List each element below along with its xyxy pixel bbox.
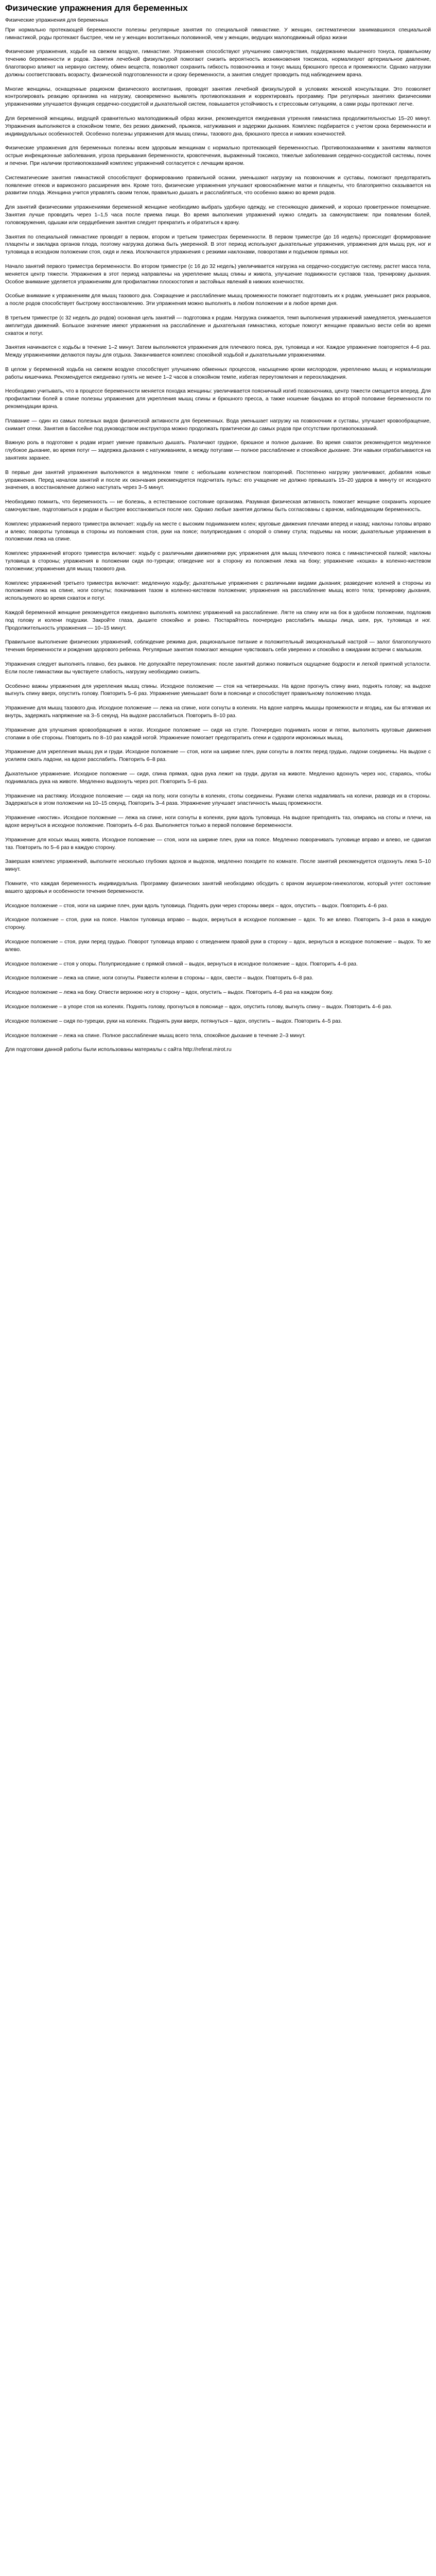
paragraph: Завершая комплекс упражнений, выполните несколько глубоких вдохов и выдохов, медленно походите по комнате. После занятий рекомендуется отдохнуть лежа 5–10 минут. (5, 859, 431, 873)
paragraph: Необходимо помнить, что беременность — не болезнь, а естественное состояние организма. Разумная физическая активность помогает женщине сохранить хорошее самочувствие, подготовиться к родам и быстрее восстановиться после них. Однако любые занятия должны быть согласованы с врачом, наблюдающим беременность. (5, 499, 431, 513)
paragraph: В первые дни занятий упражнения выполняются в медленном темпе с небольшим количеством повторений. Постепенно нагрузку увеличивают, добавляя новые упражнения. Перед началом занятий и после их окончания рекомендуется подсчитать пульс: его учащение не должно превышать 15–20 ударов в минуту от исходного значения, а восстановление должно наступать через 3–5 минут. (5, 469, 431, 491)
paragraph: Особые внимание к упражнениям для мышц тазового дна. Сокращение и расслабление мышц промежности помогает подготовить их к родам, уменьшает риск разрывов, а после родов способствует быстрому восстановлению. Эти упражнения можно выполнять в любом положении и в любое время дня. (5, 293, 431, 307)
paragraph: Исходное положение – стоя у опоры. Полуприседание с прямой спиной – выдох, вернуться в исходное положение – вдох. Повторить 4–6 раз. (5, 961, 358, 967)
paragraph: Исходное положение – в упоре стоя на коленях. Поднять голову, прогнуться в пояснице – вдох, опустить голову, выгнуть спину – выдох. Повторить 4–6 раз. (5, 1004, 392, 1010)
paragraph: Упражнение для мышц тазового дна. Исходное положение — лежа на спине, ноги согнуты в коленях. На вдохе напрячь мышцы промежности и ягодиц, как бы втягивая их внутрь, задержать напряжение на 3–5 секунд. На выдохе расслабиться. Повторить 8–10 раз. (5, 705, 431, 719)
paragraph: Для занятий физическими упражнениями беременной женщине необходимо выбрать удобную одежду, не стесняющую движений, и хорошо проветренное помещение. Занятия лучше проводить через 1–1,5 часа после приема пищи. Во время выполнения упражнений нужно следить за самочувствием: при появлении болей, головокружения, одышки или сердцебиения занятия следует прекратить и обратиться к врачу. (5, 205, 431, 226)
document-body (5, 17, 431, 1054)
paragraph: Комплекс упражнений третьего триместра включает: медленную ходьбу; дыхательные упражнения с различными видами дыхания; разведение коленей в стороны из положения лежа на спине, ноги согнуты; покачивания тазом в коленно-кистевом положении; упражнения на расслабление мышц всего тела; тренировку дыхания, используемого во время схваток и потуг. (5, 580, 431, 602)
paragraph: В третьем триместре (с 32 недель до родов) основная цель занятий — подготовка к родам. Нагрузка снижается, темп выполнения упражнений замедляется, уменьшается амплитуда движений. Большое значение имеют упражнения на расслабление и дыхательная гимнастика, которые помогут женщине правильно вести себя во время схваток и потуг. (5, 315, 431, 336)
paragraph: Для беременной женщины, ведущей сравнительно малоподвижный образ жизни, рекомендуется ежедневная утренняя гимнастика продолжительностью 15–20 минут. Упражнения выполняются в спокойном темпе, без резких движений, прыжков, натуживания и задержки дыхания. Комплекс подбирается с учетом срока беременности и индивидуальных особенностей. Особенно полезны упражнения для мышц спины, тазового дна, брюшного пресса и нижних конечностей. (5, 115, 431, 137)
paragraph: Физические упражнения для беременных полезны всем здоровым женщинам с нормально протекающей беременностью. Противопоказаниями к занятиям являются острые инфекционные заболевания, угроза прерывания беременности, кровотечения, выраженный токсикоз, тяжелые заболевания сердечно-сосудистой системы, почек и печени. При наличии противопоказаний комплекс упражнений согласуется с лечащим врачом. (5, 145, 431, 166)
paragraph: В целом у беременной ходьба на свежем воздухе способствует улучшению обменных процессов, насыщению крови кислородом, укреплению мышц и нормализации работы кишечника. Рекомендуется ежедневно гулять не менее 1–2 часов в спокойном темпе, избегая переутомления и переохлаждения. (5, 366, 431, 380)
paragraph: Комплекс упражнений первого триместра включает: ходьбу на месте с высоким подниманием колен; круговые движения плечами вперед и назад; наклоны головы вправо и влево; повороты туловища в стороны из положения стоя, руки на поясе; полуприседания с опорой о спинку стула; подъемы на носки; дыхательные упражнения в положении лежа на спине. (5, 521, 431, 543)
paragraph: Для подготовки данной работы были использованы материалы с сайта http://referat.mirot.ru (5, 1047, 232, 1053)
page-title: Физические упражнения для беременных (5, 3, 188, 13)
paragraph: Упражнение для улучшения кровообращения в ногах. Исходное положение — сидя на стуле. Поочередно поднимать носки и пятки, выполнять круговые движения стопами в обе стороны. Повторить по 8–10 раз каждой ногой. Упражнение помогает предотвратить отеки и судороги икроножных мышц. (5, 727, 431, 741)
paragraph: Физические упражнения для беременных (5, 18, 109, 23)
paragraph: Упражнение для косых мышц живота. Исходное положение — стоя, ноги на ширине плеч, руки на поясе. Медленно поворачивать туловище вправо и влево, не сдвигая таз. Повторить по 5–6 раз в каждую сторону. (5, 837, 431, 851)
paragraph: Исходное положение – стоя, руки перед грудью. Поворот туловища вправо с отведением правой руки в сторону – вдох, вернуться в исходное положение – выдох. То же влево. (5, 939, 431, 953)
paragraph: Физические упражнения, ходьбе на свежем воздухе, гимнастике. Упражнения способствуют улучшению самочувствия, поддержанию мышечного тонуса, правильному течению беременности и родов. Занятия лечебной физкультурой помогают снизить вероятность возникновения токсикоза, нормализуют артериальное давление, благотворно влияют на нервную систему, обмен веществ, позволяют сохранить гибкость позвоночника и тонус мышц брюшного пресса и промежности. Однако нагрузки должны соответствовать возрасту, физической подготовленности и сроку беременности, а занятия следует проводить под наблюдением врача. (5, 49, 431, 78)
paragraph: Особенно важны упражнения для укрепления мышц спины. Исходное положение — стоя на четвереньках. На вдохе прогнуть спину вниз, поднять голову; на выдохе выгнуть спину вверх, опустить голову. Повторить 5–6 раз. Упражнение уменьшает боли в пояснице и способствует правильному положению плода. (5, 683, 431, 697)
paragraph: Каждой беременной женщине рекомендуется ежедневно выполнять комплекс упражнений на расслабление. Лягте на спину или на бок в удобном положении, подложив под голову и колени подушки. Закройте глаза, дышите спокойно и ровно. Постарайтесь поочередно расслабить мышцы лица, шеи, рук, туловища и ног. Продолжительность упражнения — 10–15 минут. (5, 610, 431, 631)
paragraph: Занятия по специальной гимнастике проводят в первом, втором и третьем триместрах беременности. В первом триместре (до 16 недель) происходит формирование плаценты и закладка органов плода, поэтому нагрузка должна быть умеренной. В этот период используют дыхательные упражнения, упражнения для мышц рук, ног и туловища в исходном положении стоя, сидя и лежа. Исключаются упражнения с резкими наклонами, поворотами и подъемом прямых ног. (5, 234, 431, 256)
paragraph: Исходное положение – лежа на боку. Отвести верхнюю ногу в сторону – вдох, опустить – выдох. Повторить 4–6 раз на каждом боку. (5, 990, 334, 996)
paragraph: Исходное положение – сидя по-турецки, руки на коленях. Поднять руки вверх, потянуться – вдох, опустить – выдох. Повторить 4–5 раз. (5, 1018, 342, 1024)
paragraph: Исходное положение – стоя, руки на поясе. Наклон туловища вправо – выдох, вернуться в исходное положение – вдох. То же влево. Повторить 3–4 раза в каждую сторону. (5, 917, 431, 931)
paragraph: Упражнение на растяжку. Исходное положение — сидя на полу, ноги согнуты в коленях, стопы соединены. Руками слегка надавливать на колени, разводя их в стороны. Задержаться в этом положении на 10–15 секунд. Повторить 3–4 раза. Упражнение улучшает эластичность мышц промежности. (5, 793, 431, 807)
paragraph: Необходимо учитывать, что в процессе беременности меняется походка женщины: увеличивается поясничный изгиб позвоночника, центр тяжести смещается вперед. Для профилактики болей в спине полезны упражнения для укрепления мышц спины и брюшного пресса, а также ношение бандажа во второй половине беременности по рекомендации врача. (5, 388, 431, 410)
paragraph: Начало занятий первого триместра беременности. Во втором триместре (с 16 до 32 недель) увеличивается нагрузка на сердечно-сосудистую систему, растет масса тела, меняется центр тяжести. Упражнения в этот период направлены на укрепление мышц спины и живота, улучшение подвижности суставов таза, тренировку дыхания. Особое внимание уделяется упражнениям для профилактики плоскостопия и застойных явлений в нижних конечностях. (5, 263, 431, 285)
paragraph: Исходное положение – лежа на спине, ноги согнуты. Развести колени в стороны – вдох, свести – выдох. Повторить 6–8 раз. (5, 975, 313, 981)
paragraph: Плавание — один из самых полезных видов физической активности для беременных. Вода уменьшает нагрузку на позвоночник и суставы, улучшает кровообращение, снимает отеки. Занятия в бассейне под руководством инструктора можно продолжать практически до самых родов при отсутствии противопоказаний. (5, 418, 431, 432)
paragraph: Многие женщины, оснащенные рационом физического воспитания, проводят занятия лечебной физкультурой в условиях женской консультации. Это позволяет контролировать реакцию организма на нагрузку, своевременно выявлять противопоказания и корректировать программу. При регулярных занятиях физическими упражнениями улучшается функция сердечно-сосудистой и дыхательной систем, повышается устойчивость к стрессовым ситуациям, а сами роды протекают легче. (5, 86, 431, 108)
paragraph: Занятия начинаются с ходьбы в течение 1–2 минут. Затем выполняются упражнения для плечевого пояса, рук, туловища и ног. Каждое упражнение повторяется 4–6 раз. Между упражнениями делаются паузы для отдыха. Заканчивается комплекс спокойной ходьбой и дыхательными упражнениями. (5, 345, 431, 359)
paragraph: Исходное положение – стоя, ноги на ширине плеч, руки вдоль туловища. Поднять руки через стороны вверх – вдох, опустить – выдох. Повторить 4–6 раз. (5, 903, 388, 909)
paragraph: Упражнения следует выполнять плавно, без рывков. Не допускайте переутомления: после занятий должно появиться ощущение бодрости и легкой приятной усталости. Если после гимнастики вы чувствуете слабость, нагрузку необходимо снизить. (5, 662, 431, 675)
paragraph: Важную роль в подготовке к родам играет умение правильно дышать. Различают грудное, брюшное и полное дыхание. Во время схваток рекомендуется медленное глубокое дыхание, во время потуг — задержка дыхания с натуживанием, а между потугами — полное расслабление и спокойное дыхание. Эти навыки отрабатываются на занятиях заранее. (5, 440, 431, 462)
paragraph: Систематические занятия гимнастикой способствуют формированию правильной осанки, уменьшают нагрузку на позвоночник и суставы, помогают предотвратить появление отеков и варикозного расширения вен. Кроме того, физические упражнения улучшают кровоснабжение матки и плаценты, что благоприятно сказывается на развитии плода. Женщина учится управлять своим телом, правильно дышать и расслабляться, что особенно важно во время родов. (5, 175, 431, 196)
paragraph: Упражнение «мостик». Исходное положение — лежа на спине, ноги согнуты в коленях, руки вдоль туловища. На выдохе приподнять таз, опираясь на стопы и плечи, на вдохе вернуться в исходное положение. Повторить 4–6 раз. Выполняется только в первой половине беременности. (5, 815, 431, 828)
paragraph: Правильное выполнение физических упражнений, соблюдение режима дня, рациональное питание и положительный эмоциональный настрой — залог благополучного течения беременности и рождения здорового ребенка. Регулярные занятия помогают женщине чувствовать себя уверенно и спокойно в ожидании встречи с малышом. (5, 639, 431, 653)
document-page (0, 0, 436, 1071)
paragraph: Комплекс упражнений второго триместра включает: ходьбу с различными движениями рук; упражнения для мышц плечевого пояса с гимнастической палкой; наклоны туловища в стороны; упражнения в положении сидя по-турецки; отведение ног в сторону из положения лежа на боку; упражнение «кошка» в коленно-кистевом положении; упражнения для мышц тазового дна. (5, 551, 431, 572)
paragraph: Дыхательное упражнение. Исходное положение — сидя, спина прямая, одна рука лежит на груди, другая на животе. Медленно вдохнуть через нос, стараясь, чтобы поднималась рука на животе. Медленно выдохнуть через рот. Повторить 5–6 раз. (5, 771, 431, 785)
paragraph: Исходное положение – лежа на спине. Полное расслабление мышц всего тела, спокойное дыхание в течение 2–3 минут. (5, 1032, 306, 1039)
paragraph: При нормально протекающей беременности полезны регулярные занятия по специальной гимнастике. У женщин, систематически занимавшихся специальной гимнастикой, роды протекают быстрее, чем не у женщин воспитанных половинной, чем у женщин, ведущих малоподвижный образ жизни (5, 27, 431, 41)
paragraph: Упражнение для укрепления мышц рук и груди. Исходное положение — стоя, ноги на ширине плеч, руки согнуты в локтях перед грудью, ладони соединены. На выдохе с усилием сжать ладони, на вдохе расслабить. Повторить 6–8 раз. (5, 749, 431, 763)
paragraph: Помните, что каждая беременность индивидуальна. Программу физических занятий необходимо обсудить с врачом акушером-гинекологом, который учтет состояние вашего здоровья и особенности течения беременности. (5, 880, 431, 894)
